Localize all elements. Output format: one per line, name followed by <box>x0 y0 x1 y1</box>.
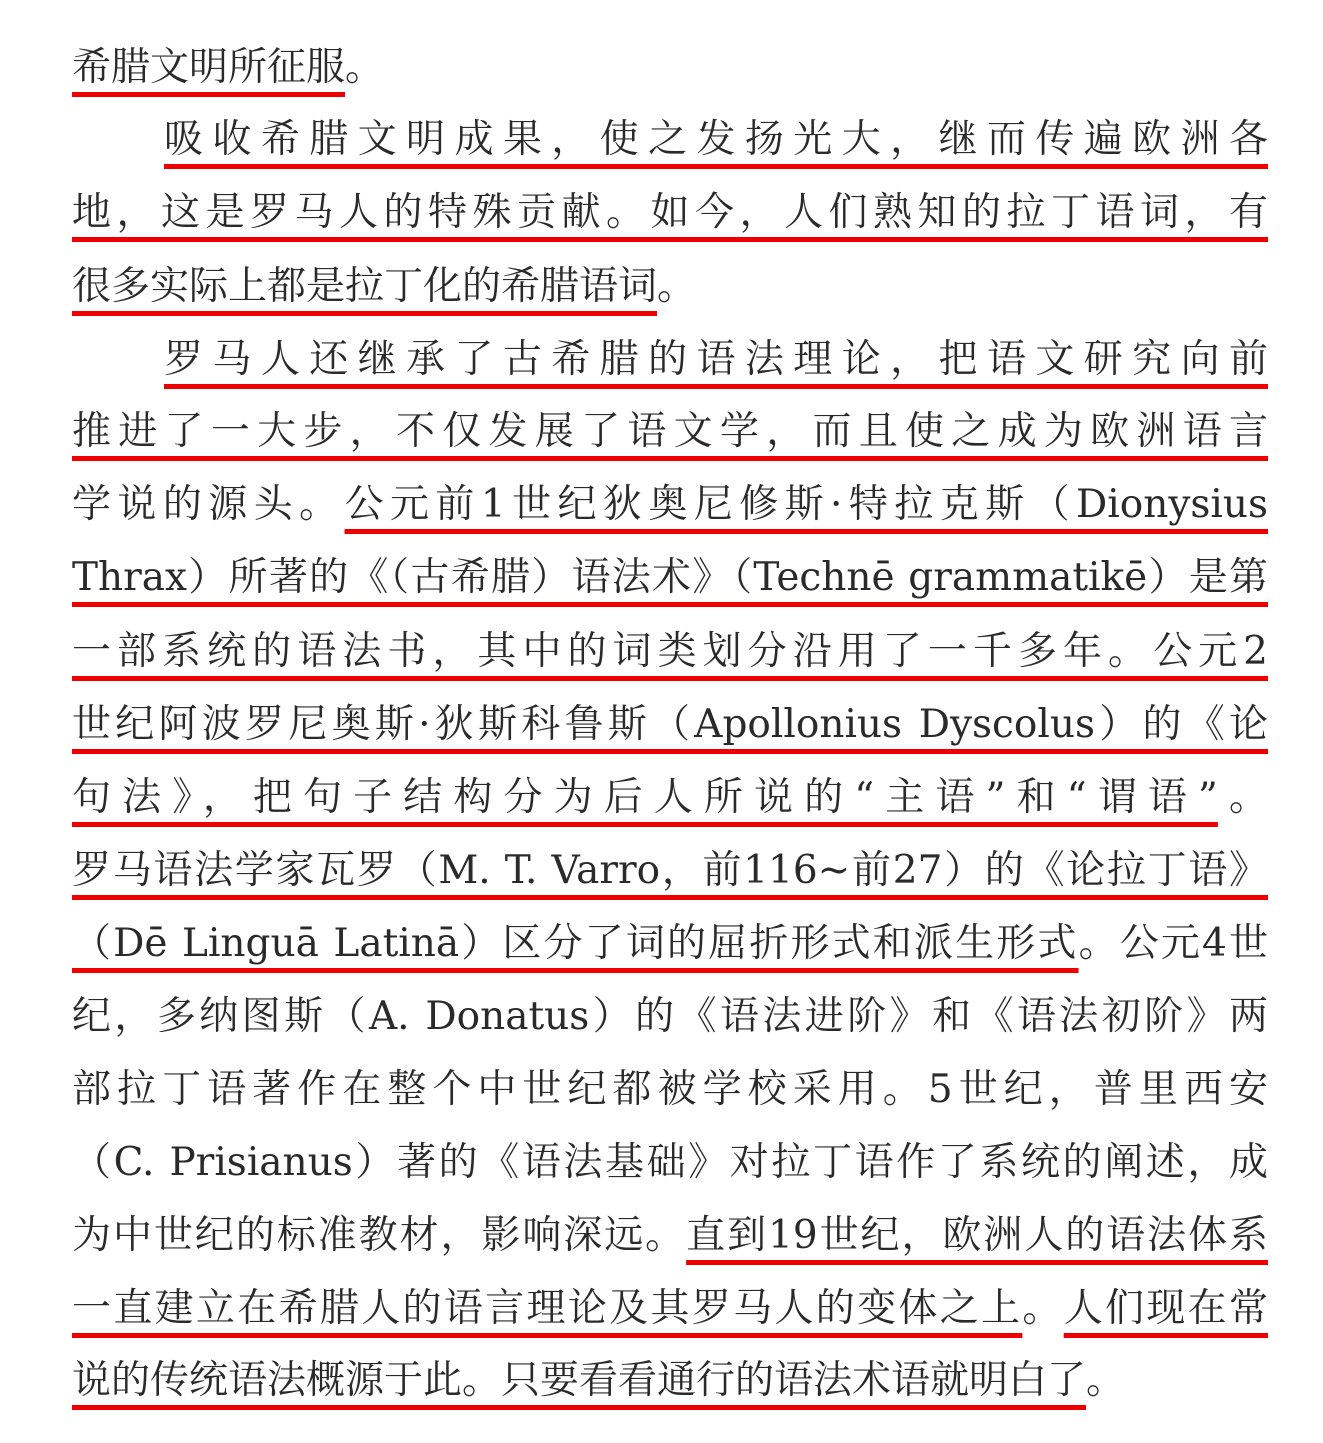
text-segment: 学说的源头。 <box>72 482 345 527</box>
text-segment: 。 <box>657 264 697 309</box>
text-line <box>72 1279 1268 1339</box>
text-segment: 。 <box>1022 1286 1064 1331</box>
underlined-text: 推进了一大步，不仅发展了语文学，而且使之成为欧洲语言 <box>72 409 1268 454</box>
text-segment: 部拉丁语著作在整个中世纪都被学校采用。5世纪，普里西安 <box>72 1067 1268 1112</box>
underlined-text: 直到19世纪，欧洲人的语法体系 <box>686 1213 1268 1258</box>
text-line <box>72 1060 1268 1120</box>
text-line <box>72 548 1268 608</box>
underlined-text: 世纪阿波罗尼奥斯·狄斯科鲁斯（Apollonius Dyscolus）的《论 <box>72 702 1268 747</box>
text-line <box>72 475 1268 535</box>
text-line <box>72 38 1268 98</box>
text-segment: （C. Prisianus）著的《语法基础》对拉丁语作了系统的阐述，成 <box>72 1140 1268 1185</box>
underlined-text: 罗马人还继承了古希腊的语法理论，把语文研究向前 <box>164 337 1268 382</box>
underlined-text: 人们现在常 <box>1063 1286 1268 1331</box>
underlined-text: 句法》，把句子结构分为后人所说的“主语”和“谓语” <box>72 775 1218 820</box>
text-line <box>72 841 1268 901</box>
underlined-text: 一直建立在希腊人的语言理论及其罗马人的变体之上 <box>72 1286 1023 1331</box>
text-line <box>72 110 1268 170</box>
text-line <box>72 622 1268 682</box>
underlined-text: 说的传统语法概源于此。只要看看通行的语法术语就明白了 <box>72 1358 1087 1403</box>
text-line <box>72 257 1268 317</box>
underlined-text: 公元前1世纪狄奥尼修斯·特拉克斯（Dionysius <box>344 482 1268 527</box>
text-line <box>72 914 1268 974</box>
text-line <box>72 1351 1268 1411</box>
text-line <box>72 1206 1268 1266</box>
text-line <box>72 183 1268 243</box>
text-line <box>72 330 1268 390</box>
text-line <box>72 402 1268 462</box>
underlined-text: 地，这是罗马人的特殊贡献。如今，人们熟知的拉丁语词，有 <box>72 190 1268 235</box>
underlined-text: （Dē Linguā Latinā）区分了词的屈折形式和派生形式 <box>72 921 1079 966</box>
underlined-text: 一部系统的语法书，其中的词类划分沿用了一千多年。公元2 <box>72 629 1268 674</box>
text-segment: 。 <box>345 45 385 90</box>
text-segment: 。 <box>1217 775 1268 820</box>
text-line <box>72 987 1268 1047</box>
underlined-text: Thrax）所著的《（古希腊）语法术》（Technē grammatikē）是第 <box>72 555 1268 600</box>
underlined-text: 罗马语法学家瓦罗（M. T. Varro，前116~前27）的《论拉丁语》 <box>72 848 1268 893</box>
text-segment: 纪，多纳图斯（A. Donatus）的《语法进阶》和《语法初阶》两 <box>72 994 1268 1039</box>
text-line <box>72 695 1268 755</box>
text-segment: 为中世纪的标准教材，影响深远。 <box>72 1213 687 1258</box>
underlined-text: 吸收希腊文明成果，使之发扬光大，继而传遍欧洲各 <box>164 117 1268 162</box>
underlined-text: 很多实际上都是拉丁化的希腊语词 <box>72 264 658 309</box>
underlined-text: 希腊文明所征服 <box>72 45 346 90</box>
text-segment: 。 <box>1086 1358 1126 1403</box>
text-line <box>72 768 1268 828</box>
text-line <box>72 1133 1268 1193</box>
text-segment: 。公元4世 <box>1078 921 1268 966</box>
